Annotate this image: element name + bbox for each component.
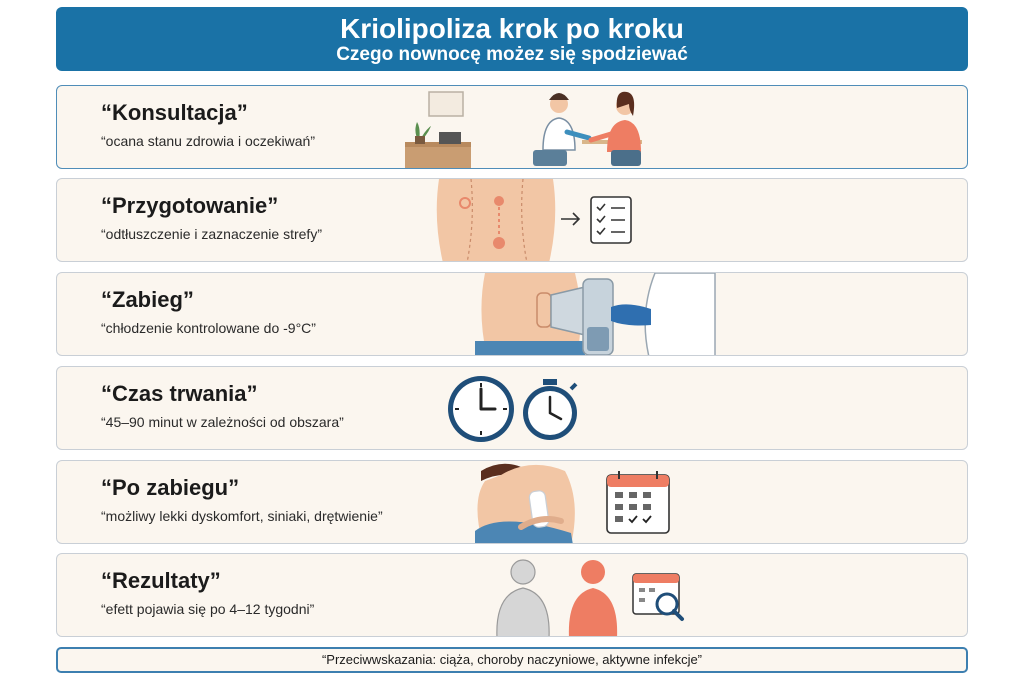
step-card-procedure xyxy=(56,272,968,356)
step-card-results xyxy=(56,553,968,637)
step-title: “Przygotowanie” xyxy=(101,193,279,218)
step-title: “Konsultacja” xyxy=(101,100,248,125)
step-description: “odtłuszczenie i zaznaczenie strefy” xyxy=(101,226,322,242)
calendar-magnifier-icon xyxy=(633,574,682,619)
step-description: “45–90 minut w zależności od obszara” xyxy=(101,414,344,430)
step-card-duration xyxy=(56,366,968,450)
before-silhouette-icon xyxy=(497,560,549,637)
step-title: “Po zabiegu” xyxy=(101,475,240,500)
preparation-illustration xyxy=(431,179,661,262)
results-illustration xyxy=(487,554,707,637)
step-card-consultation xyxy=(56,85,968,169)
step-description: “ocana stanu zdrowia i oczekiwań” xyxy=(101,133,315,149)
contraindications-note: “Przeciwwskazania: ciąża, choroby naczyniowe, aktywne infekcje” xyxy=(56,647,968,673)
stopwatch-icon xyxy=(523,379,577,440)
procedure-illustration xyxy=(425,273,725,356)
step-description: “możliwy lekki dyskomfort, siniaki, drętwienie” xyxy=(101,508,383,524)
step-title: “Czas trwania” xyxy=(101,381,258,406)
duration-illustration xyxy=(443,367,633,450)
calendar-icon xyxy=(607,471,669,533)
step-card-preparation xyxy=(56,178,968,262)
page-subtitle: Czego nownocę możez się spodziewać xyxy=(336,44,688,65)
after-silhouette-icon xyxy=(569,560,617,637)
page-title: Kriolipoliza krok po kroku xyxy=(340,13,684,44)
consultation-illustration xyxy=(397,86,657,169)
page-header xyxy=(56,7,968,71)
step-title: “Rezultaty” xyxy=(101,568,221,593)
step-title: “Zabieg” xyxy=(101,287,194,312)
aftercare-illustration xyxy=(461,461,681,544)
clock-icon xyxy=(448,376,514,442)
step-card-aftercare xyxy=(56,460,968,544)
step-description: “chłodzenie kontrolowane do -9°C” xyxy=(101,320,316,336)
step-description: “efett pojawia się po 4–12 tygodni” xyxy=(101,601,315,617)
